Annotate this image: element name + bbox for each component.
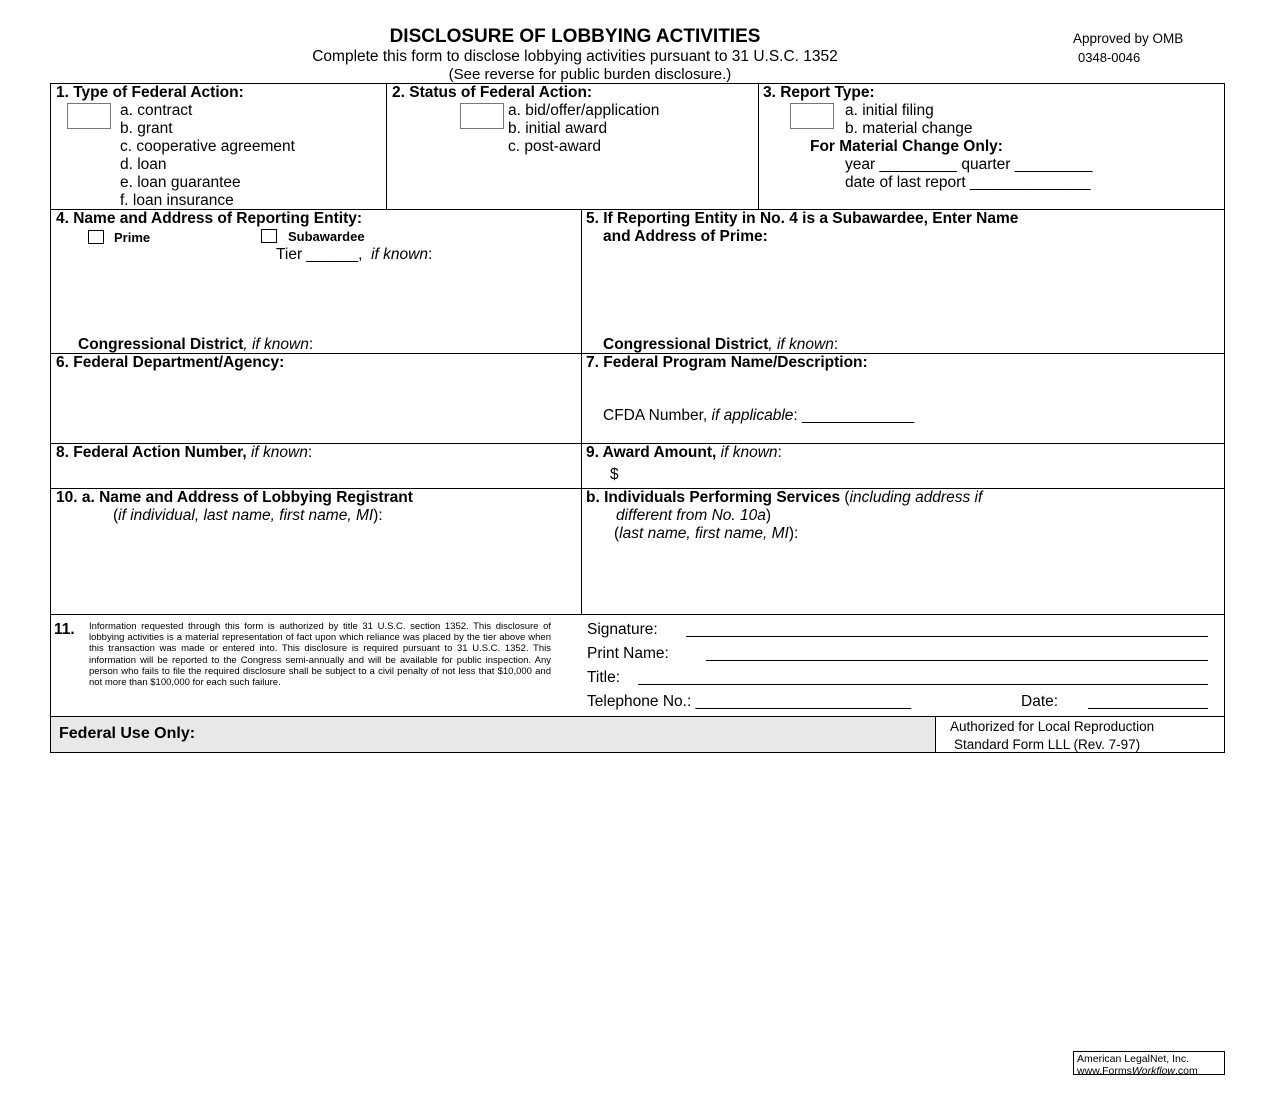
option: b. material change	[845, 120, 973, 137]
date-line[interactable]	[1088, 708, 1208, 709]
prime-label: Prime	[114, 230, 151, 245]
print-name-line[interactable]	[706, 660, 1208, 661]
option: c. cooperative agreement	[120, 138, 295, 155]
section-2-label: 2. Status of Federal Action:	[392, 84, 593, 101]
divider	[581, 209, 582, 615]
option: a. bid/offer/application	[508, 102, 660, 119]
congressional-district-5: Congressional District, if known:	[603, 336, 839, 353]
option: f. loan insurance	[120, 192, 234, 209]
section-7-label: 7. Federal Program Name/Description:	[586, 354, 868, 371]
divider	[758, 83, 759, 209]
print-name-label: Print Name:	[587, 645, 669, 662]
section-9-label: 9. Award Amount, if known:	[586, 444, 782, 461]
dollar-sign: $	[610, 466, 619, 483]
section-10b-hint2: different from No. 10a)	[616, 507, 772, 524]
date-label: Date:	[1021, 693, 1059, 710]
option: a. initial filing	[845, 102, 934, 119]
tier-field[interactable]: Tier ______, if known:	[276, 246, 433, 263]
publisher-name: American LegalNet, Inc.	[1077, 1053, 1190, 1065]
option: a. contract	[120, 102, 193, 119]
subawardee-checkbox[interactable]	[261, 229, 277, 243]
subawardee-label: Subawardee	[288, 229, 365, 244]
section-1-label: 1. Type of Federal Action:	[56, 84, 244, 101]
form-subtitle: Complete this form to disclose lobbying activities pursuant to 31 U.S.C. 1352	[312, 48, 838, 65]
federal-action-type-box[interactable]	[67, 103, 111, 129]
section-4-label: 4. Name and Address of Reporting Entity:	[56, 210, 363, 227]
section-5-label: 5. If Reporting Entity in No. 4 is a Subawardee, Enter Name	[586, 210, 1019, 227]
standard-form-id: Standard Form LLL (Rev. 7-97)	[954, 737, 1141, 752]
cfda-number-field[interactable]: CFDA Number, if applicable: _____________	[603, 407, 915, 424]
congressional-district-4: Congressional District, if known:	[78, 336, 314, 353]
material-change-label: For Material Change Only:	[810, 138, 1003, 155]
report-type-box[interactable]	[790, 103, 834, 129]
publisher-logo	[1073, 1051, 1225, 1075]
section-11-number: 11.	[54, 621, 75, 638]
year-quarter-field[interactable]: year _________ quarter _________	[845, 156, 1093, 173]
telephone-label: Telephone No.: _________________________	[587, 693, 912, 710]
omb-number: 0348-0046	[1078, 50, 1141, 65]
divider	[50, 614, 1225, 615]
section-5-label-2: and Address of Prime:	[603, 228, 768, 245]
option: b. initial award	[508, 120, 608, 137]
divider	[935, 716, 936, 753]
publisher-url: www.FormsWorkflow.com	[1077, 1065, 1198, 1077]
section-10b-hint3: (last name, first name, MI):	[614, 525, 799, 542]
signature-label: Signature:	[587, 621, 658, 638]
option: b. grant	[120, 120, 173, 137]
title-label: Title:	[587, 669, 621, 686]
form-title: DISCLOSURE OF LOBBYING ACTIVITIES	[389, 26, 761, 47]
form-subtitle-2: (See reverse for public burden disclosure.)	[448, 66, 732, 83]
section-10a-label: 10. a. Name and Address of Lobbying Registrant	[56, 489, 413, 506]
federal-action-status-box[interactable]	[460, 103, 504, 129]
section-8-label: 8. Federal Action Number, if known:	[56, 444, 313, 461]
title-line[interactable]	[638, 684, 1208, 685]
prime-checkbox[interactable]	[88, 230, 104, 244]
option: e. loan guarantee	[120, 174, 241, 191]
section-11-text: Information requested through this form is authorized by title 31 U.S.C. section 1352. This disclosure of lobbying activities is a material representation of fact upon which reliance was placed by the tier above when this transaction was made or entered into. This disclosure is required pursuant to 31 U.S.C. 1352. This information will be reported to the Congress semi-annually and will be available for public inspection. Any person who fails to file the required disclosure shall be subject to a civil penalty of not less that $10,000 and not more than $100,000 for each such failure.	[89, 621, 551, 689]
signature-line[interactable]	[686, 636, 1208, 637]
section-3-label: 3. Report Type:	[763, 84, 875, 101]
section-10b-label: b. Individuals Performing Services (including address if	[586, 489, 983, 506]
last-report-date-field[interactable]: date of last report ______________	[845, 174, 1091, 191]
divider	[386, 83, 387, 209]
option: d. loan	[120, 156, 167, 173]
option: c. post-award	[508, 138, 602, 155]
omb-approval: Approved by OMB	[1073, 31, 1184, 46]
section-6-label: 6. Federal Department/Agency:	[56, 354, 285, 371]
federal-use-label: Federal Use Only:	[59, 725, 196, 742]
telephone-line[interactable]: _________________________	[695, 693, 912, 710]
authorized-reproduction: Authorized for Local Reproduction	[950, 719, 1155, 734]
section-10a-hint: (if individual, last name, first name, MI):	[113, 507, 383, 524]
